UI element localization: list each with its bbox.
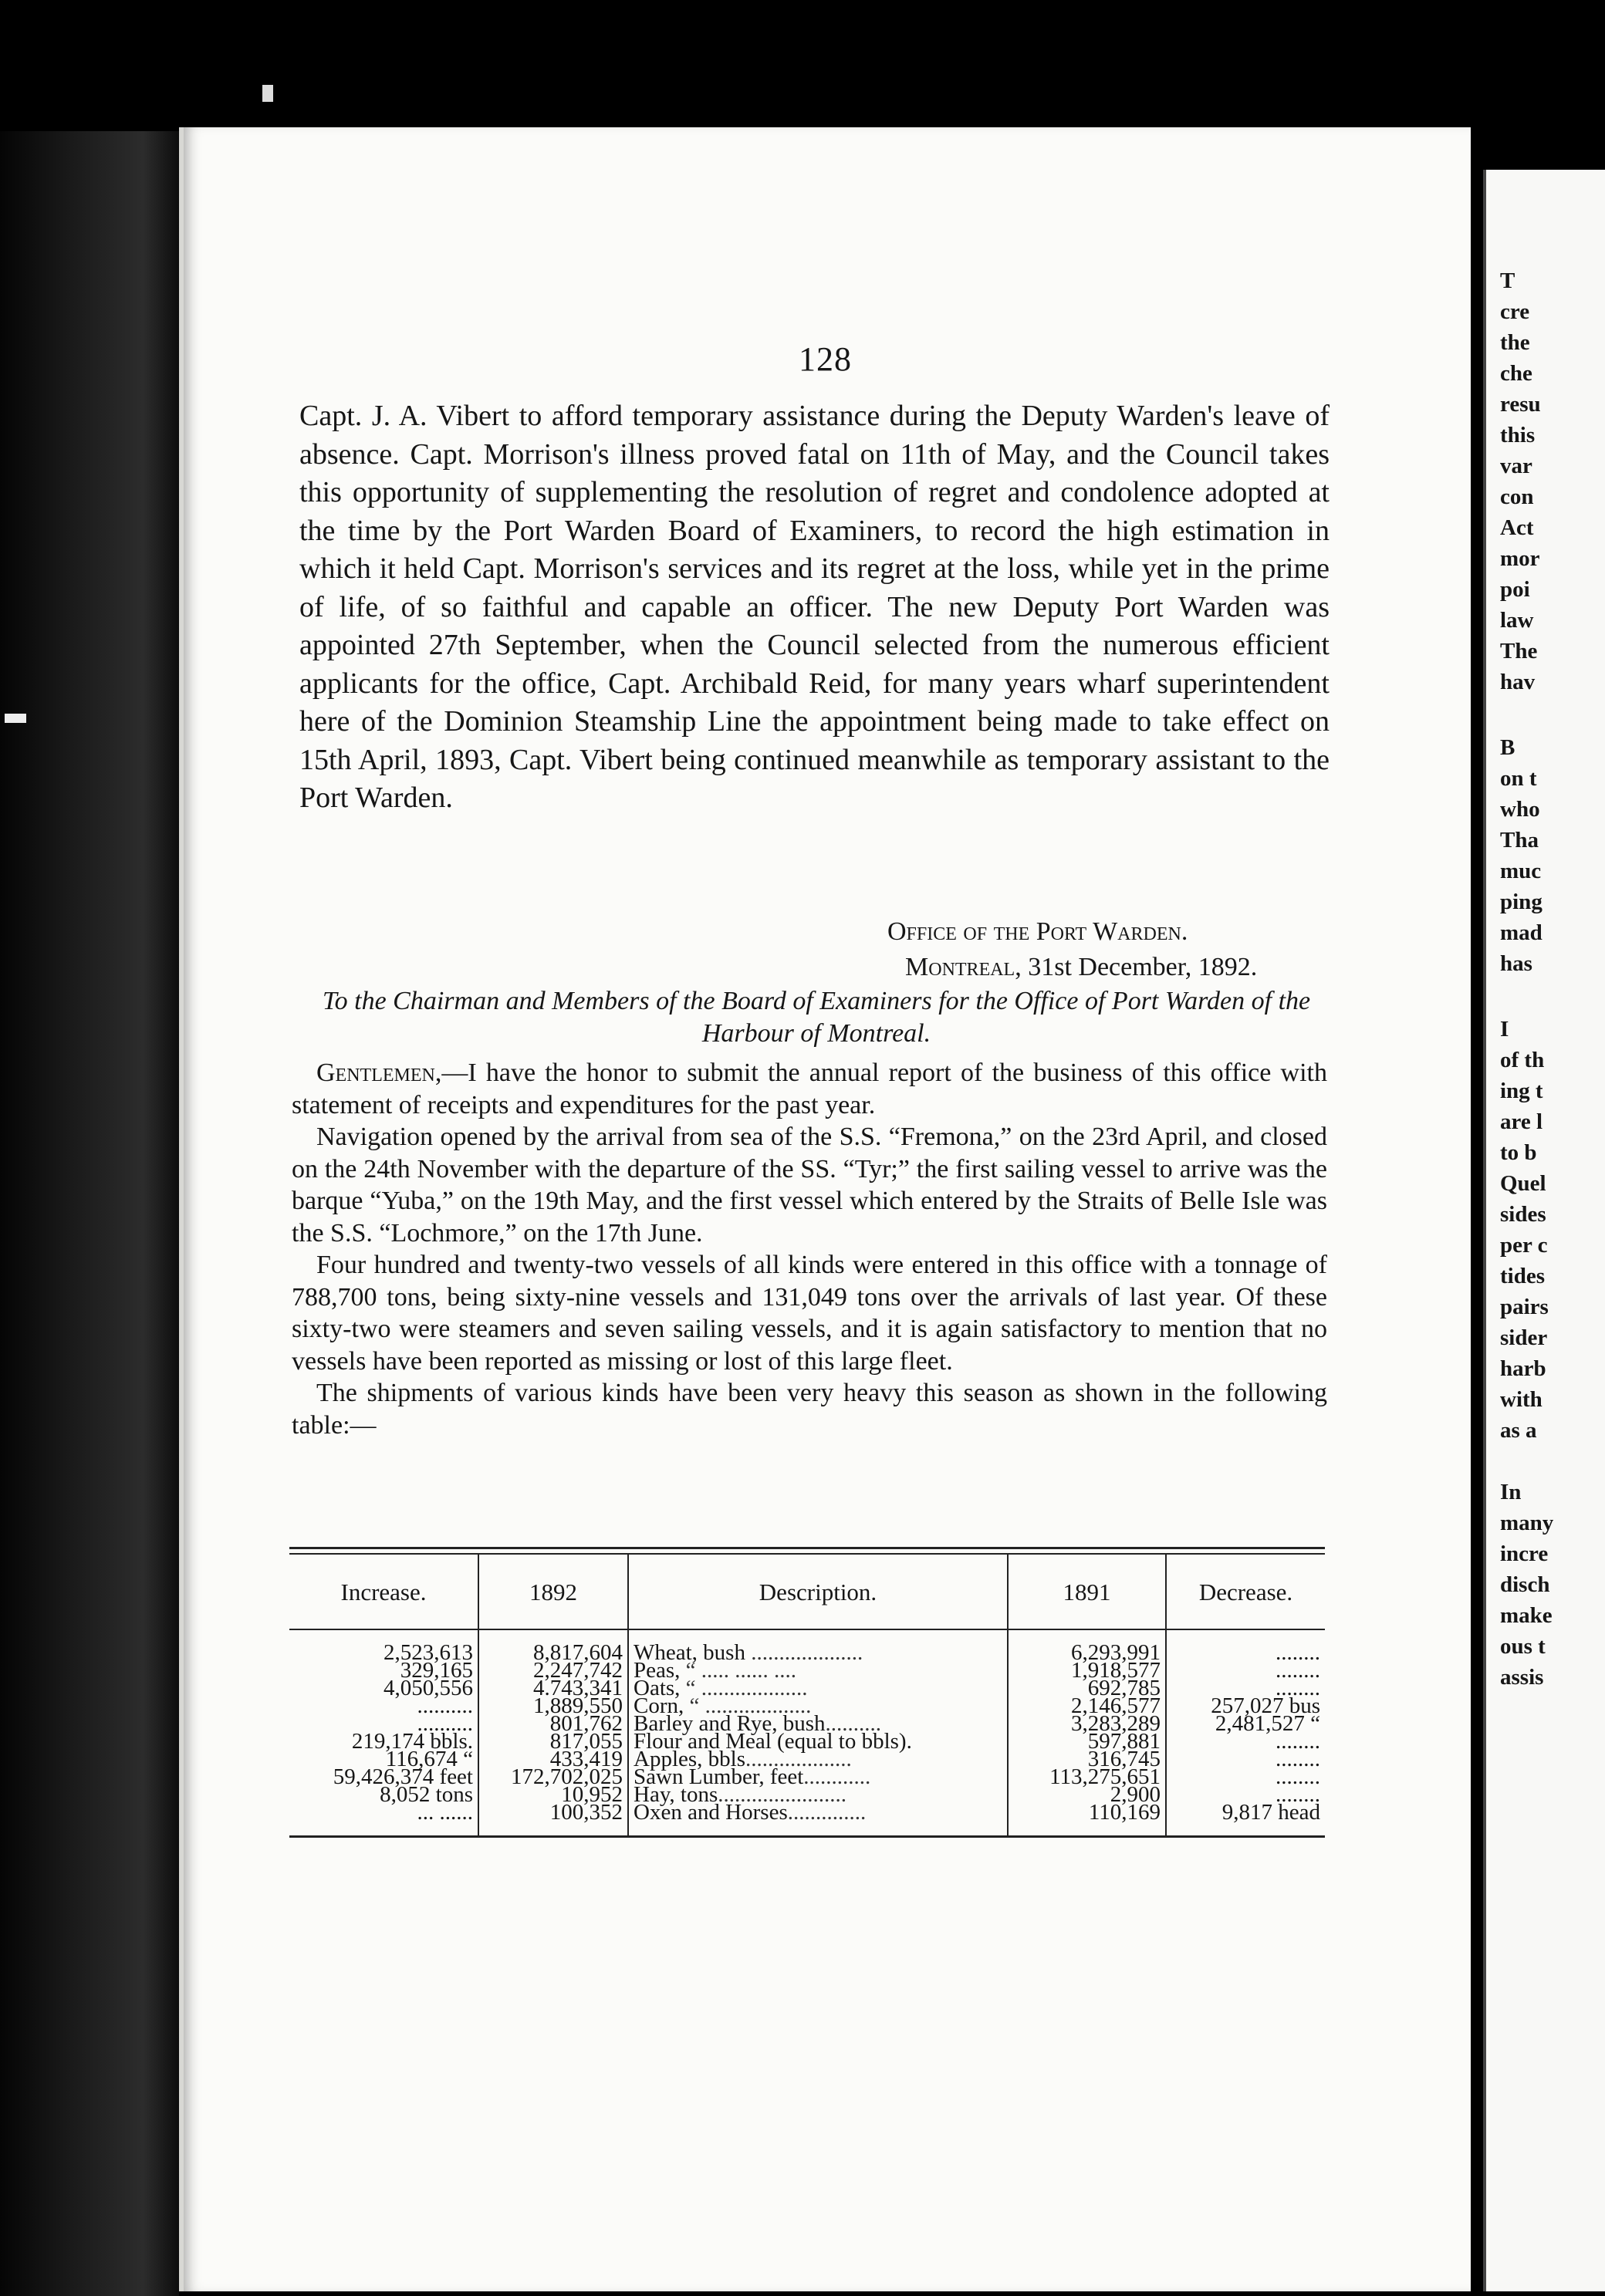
facing-page-fragment: Tha (1500, 828, 1539, 853)
facing-page-fragment: ing t (1500, 1079, 1543, 1103)
report-paragraph-2: Navigation opened by the arrival from sea of the S.S. “Fremona,” on the 23rd April, and closed on the 24th November with the departure of the SS. “Tyr;” the first sailing vessel to arrive was the barque “Yuba,” on the 19th May, and the first vessel which entered by the Straits of Belle Isle was the S.S. “Lochmore,” on the 17th June. (292, 1123, 1327, 1248)
facing-page-fragment: In (1500, 1480, 1522, 1504)
cell-decrease: ........ (1276, 1676, 1320, 1700)
intro-text: Capt. J. A. Vibert to afford temporary assistance during the Deputy Warden's leave of absence. Capt. Morrison's illness proved fatal on 11th of May, and the Council takes this opportunity of supplementing the resolution of regret and condolence adopted at the time by the Port Warden Board of Examiners, to record the high estimation in which it held Capt. Morrison's services and its regret at the loss, while yet in the prime of life, of so faithful and capable an officer. The new Deputy Port Warden was appointed 27th September, when the Council selected from the numerous efficient applicants for the office, Capt. Archibald Reid, for many years wharf superintendent here of the Dominion Steamship Line the appointment being made to take effect on 15th April, 1893, Capt. Vibert being continued meanwhile as temporary assistant to the Port Warden. (299, 400, 1330, 814)
cell-decrease: ........ (1276, 1764, 1320, 1789)
cell-1892: 8,817,604 (478, 1629, 628, 1662)
description-text: Flour and Meal (equal to bbls). (634, 1729, 912, 1754)
facing-page-fragment: var (1500, 454, 1532, 478)
facing-page-fragment: to b (1500, 1140, 1537, 1165)
shipments-table-wrap (289, 1547, 1325, 1838)
facing-page-fragment: per c (1500, 1233, 1548, 1258)
cell-decrease: ........ (1276, 1729, 1320, 1754)
facing-page-fragment: has (1500, 951, 1532, 976)
header-1892: 1892 (478, 1555, 628, 1629)
cell-1892: 172,702,025 (478, 1768, 628, 1786)
report-paragraph-1 (292, 1057, 1327, 1121)
table-row (289, 1804, 1325, 1835)
scan-speck (5, 714, 26, 723)
cell-increase: .......... (289, 1715, 478, 1733)
cell-1891: 2,146,577 (1008, 1697, 1166, 1715)
dot-leader: “ ................... (684, 1693, 812, 1718)
place-date-line (292, 950, 1318, 985)
facing-page-fragment: of th (1500, 1048, 1545, 1072)
cell-1891: 597,881 (1008, 1733, 1166, 1751)
cell-1892: 801,762 (478, 1715, 628, 1733)
salutation: Gentlemen, (316, 1059, 442, 1087)
facing-page-fragment: assis (1500, 1665, 1544, 1690)
header-1891: 1891 (1008, 1555, 1166, 1629)
cell-1891: 692,785 (1008, 1680, 1166, 1697)
facing-page-fragment: who (1500, 797, 1540, 822)
facing-page-fragment: harb (1500, 1356, 1546, 1381)
cell-increase: 59,426,374 feet (289, 1768, 478, 1786)
office-line: Office of the Port Warden. (887, 917, 1188, 946)
cell-description (628, 1800, 1008, 1835)
cell-decrease: ........ (1276, 1782, 1320, 1807)
facing-page-fragment: I (1500, 1017, 1509, 1042)
cell-1892: 1,889,550 (478, 1697, 628, 1715)
report-heading (292, 914, 1318, 1050)
cell-decrease: 2,481,527 “ (1215, 1711, 1320, 1736)
cell-increase: .......... (289, 1697, 478, 1715)
cell-1891: 316,745 (1008, 1751, 1166, 1768)
cell-1892: 10,952 (478, 1786, 628, 1804)
facing-page-fragment: with (1500, 1387, 1542, 1412)
cell-1891: 110,169 (1008, 1804, 1166, 1835)
description-text: Sawn Lumber, feet (634, 1764, 804, 1789)
book-spine (0, 131, 179, 2296)
dot-leader: .................... (745, 1640, 863, 1665)
facing-page-fragment: on t (1500, 766, 1537, 791)
dot-leader: ............ (803, 1764, 871, 1789)
facing-page-fragment: poi (1500, 577, 1530, 602)
facing-page-fragment: the (1500, 330, 1530, 355)
dot-leader: ....................... (718, 1782, 847, 1807)
cell-increase: 329,165 (289, 1662, 478, 1680)
cell-1891: 3,283,289 (1008, 1715, 1166, 1733)
cell-1892: 100,352 (478, 1804, 628, 1835)
date: 31st December, 1892. (1028, 953, 1258, 981)
table-bottom-rule (289, 1835, 1325, 1838)
cell-decrease: ........ (1276, 1658, 1320, 1683)
report-p1-text: —I have the honor to submit the annual report of the business of this office with statement of receipts and expenditures for the past year. (292, 1059, 1327, 1119)
cell-1891: 113,275,651 (1008, 1768, 1166, 1786)
description-text: Corn, (634, 1693, 684, 1718)
facing-page-fragment: are l (1500, 1109, 1543, 1134)
facing-page-fragment: B (1500, 735, 1515, 760)
cell-1891: 2,900 (1008, 1786, 1166, 1804)
facing-page-fragment: as a (1500, 1418, 1537, 1443)
cell-1891: 1,918,577 (1008, 1662, 1166, 1680)
cell-description (628, 1629, 1008, 1665)
cell-increase: 8,052 tons (289, 1786, 478, 1804)
facing-page-fragment: mor (1500, 546, 1540, 571)
facing-page-fragment: law (1500, 608, 1534, 633)
cell-decrease: 257,027 bus (1211, 1693, 1320, 1718)
page-number: 128 (799, 340, 852, 378)
cell-decrease: 9,817 head (1221, 1800, 1320, 1825)
shipments-table (289, 1555, 1325, 1835)
facing-page-fragment: incre (1500, 1541, 1549, 1566)
facing-page-fragment: Act (1500, 515, 1534, 540)
facing-page (1483, 170, 1605, 2291)
facing-page-fragment: hav (1500, 670, 1536, 694)
table-row (289, 1629, 1325, 1662)
facing-page-fragment: disch (1500, 1572, 1550, 1597)
facing-page-fragment: tides (1500, 1264, 1545, 1288)
facing-page-fragment: many (1500, 1511, 1554, 1535)
facing-page-fragment: resu (1500, 392, 1541, 417)
description-text: Peas, (634, 1658, 681, 1683)
report-paragraph-3: Four hundred and twenty-two vessels of all kinds were entered in this office with a tonnage of 788,700 tons, being sixty-nine vessels and 131,049 tons over the arrivals of last year. Of these sixty-two were steamers and seven sailing vessels, and it is again satisfactory to mention that no vessels have been reported as missing or lost of this large fleet. (292, 1251, 1327, 1376)
table-body (289, 1629, 1325, 1835)
facing-page-fragment: sides (1500, 1202, 1546, 1227)
header-decrease: Decrease. (1166, 1555, 1325, 1629)
facing-page-fragment: Quel (1500, 1171, 1546, 1196)
facing-page-fragment: mad (1500, 920, 1542, 945)
cell-increase: 116,674 “ (289, 1751, 478, 1768)
facing-page-fragment: make (1500, 1603, 1553, 1628)
place: Montreal, (905, 953, 1022, 981)
facing-page-fragment: pairs (1500, 1295, 1549, 1319)
dot-leader: ................... (745, 1747, 852, 1771)
dot-leader: “ ................... (680, 1676, 808, 1700)
facing-page-fragment: ous t (1500, 1634, 1546, 1659)
facing-page-fragment: muc (1500, 859, 1542, 883)
intro-paragraph (299, 397, 1330, 818)
header-description: Description. (628, 1555, 1008, 1629)
table-top-rule (289, 1547, 1325, 1555)
cell-1892: 2,247,742 (478, 1662, 628, 1680)
description-text: Oats, (634, 1676, 681, 1700)
dot-leader: “ ..... ...... .... (680, 1658, 797, 1683)
description-text: Wheat, bush (634, 1640, 745, 1665)
table-header-row (289, 1555, 1325, 1629)
cell-1892: 817,055 (478, 1733, 628, 1751)
cell-increase: 2,523,613 (289, 1629, 478, 1662)
addressee: To the Chairman and Members of the Board of Examiners for the Office of Port Warden of the Harbour of Montreal. (322, 987, 1311, 1048)
cell-1892: 4.743,341 (478, 1680, 628, 1697)
cell-decrease: ........ (1276, 1747, 1320, 1771)
dot-leader: .............. (787, 1800, 867, 1825)
description-text: Barley and Rye, bush (634, 1711, 826, 1736)
facing-page-fragment: che (1500, 361, 1532, 386)
facing-page-fragment: T (1500, 268, 1515, 293)
scan-speck (262, 85, 273, 102)
cell-decrease: ........ (1276, 1640, 1320, 1665)
report-body (292, 1057, 1327, 1441)
cell-increase: 219,174 bbls. (289, 1733, 478, 1751)
cell-increase: ... ...... (289, 1804, 478, 1835)
facing-page-fragment: cre (1500, 299, 1530, 324)
cell-1891: 6,293,991 (1008, 1629, 1166, 1662)
description-text: Apples, bbls (634, 1747, 745, 1771)
facing-page-fragment: The (1500, 639, 1538, 663)
report-paragraph-4: The shipments of various kinds have been very heavy this season as shown in the following table:— (292, 1379, 1327, 1440)
cell-1892: 433,419 (478, 1751, 628, 1768)
cell-increase: 4,050,556 (289, 1680, 478, 1697)
facing-page-fragment: this (1500, 423, 1536, 447)
dot-leader: .......... (825, 1711, 882, 1736)
facing-page-fragment: con (1500, 485, 1534, 509)
facing-page-fragment: sider (1500, 1325, 1548, 1350)
description-text: Hay, tons (634, 1782, 718, 1807)
header-increase: Increase. (289, 1555, 478, 1629)
facing-page-fragment: ping (1500, 890, 1542, 914)
description-text: Oxen and Horses (634, 1800, 788, 1825)
